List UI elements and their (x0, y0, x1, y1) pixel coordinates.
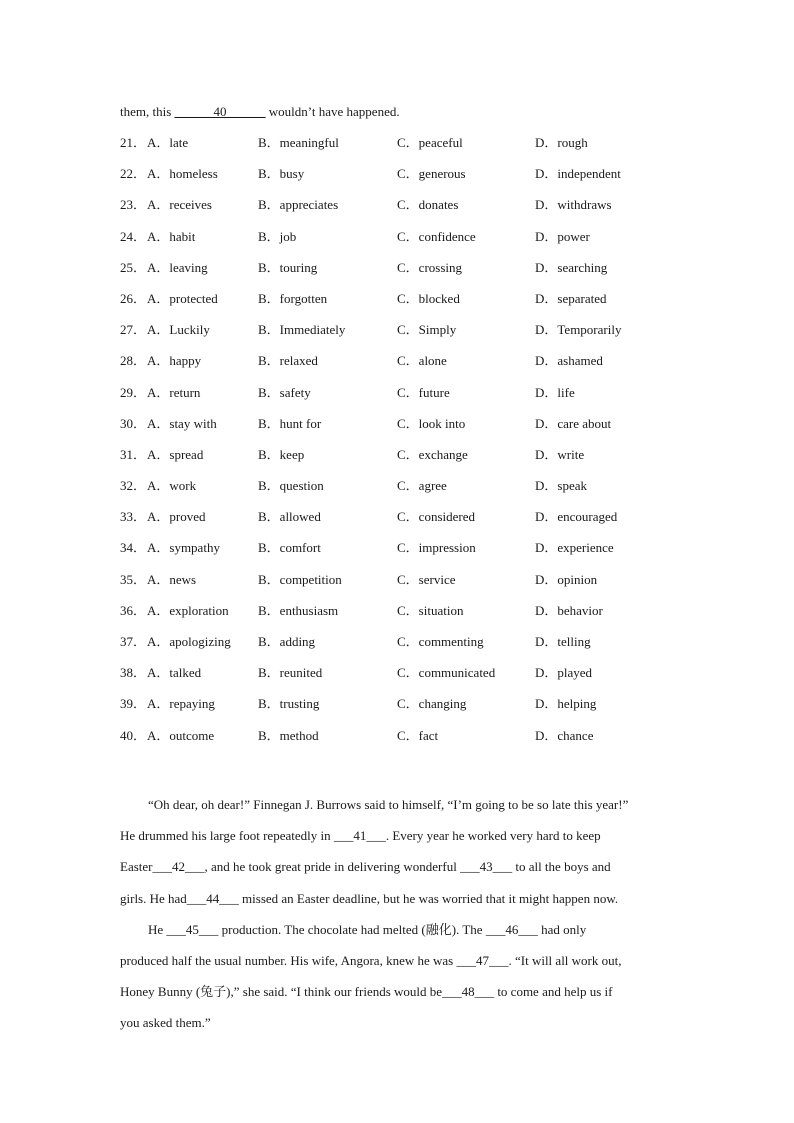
option-a: A．exploration (147, 602, 229, 618)
question-number: 40． (120, 727, 147, 743)
question-number: 36． (120, 602, 147, 618)
intro-text-after: wouldn’t have happened. (265, 104, 400, 119)
option-c: C．look into (397, 415, 466, 431)
passage-text: you asked them.” (120, 1015, 211, 1031)
passage-text: Honey Bunny (兔子),” she said. “I think our friends would be (120, 984, 443, 1000)
option-a: A．receives (147, 197, 212, 213)
option-d: D．Temporarily (535, 322, 622, 338)
option-b: B．comfort (258, 540, 321, 556)
option-b: B．relaxed (258, 353, 318, 369)
question-number: 26． (120, 290, 147, 306)
option-d: D．searching (535, 259, 608, 275)
question-number: 35． (120, 571, 147, 587)
option-c: C．commenting (397, 634, 484, 649)
passage-text: He drummed his large foot repeatedly in (120, 828, 334, 844)
option-a: A．news (147, 571, 197, 587)
passage-line (120, 914, 680, 945)
option-c: C．communicated (397, 665, 496, 681)
option-d: D．separated (535, 290, 607, 306)
blank-40: ______40______ (174, 104, 266, 119)
option-c: C．donates (397, 197, 459, 213)
option-a: A．outcome (147, 727, 215, 743)
question-row (120, 352, 680, 383)
passage-text: . Every year he worked very hard to keep (385, 828, 601, 844)
question-row (120, 508, 680, 539)
option-a: A．protected (147, 290, 218, 306)
passage-text: to come and help us if (494, 984, 613, 1000)
option-b: B．touring (258, 259, 318, 275)
question-row (120, 134, 680, 165)
blank-41: ___41___ (333, 828, 386, 844)
blank-43: ___43___ (460, 859, 513, 875)
passage-line (120, 789, 680, 820)
question-number: 22． (120, 166, 147, 182)
option-c: C．Simply (397, 322, 457, 338)
blank-44: ___44___ (186, 890, 239, 906)
question-row (120, 727, 680, 758)
option-b: B．forgotten (258, 290, 328, 306)
option-a: A．sympathy (147, 540, 220, 556)
passage-text: had only (537, 921, 587, 937)
option-a: A．talked (147, 665, 202, 681)
option-a: A．homeless (147, 166, 218, 182)
question-number: 29． (120, 384, 147, 400)
option-c: C．alone (397, 353, 447, 369)
passage-text: , and he took great pride in delivering wonderful (204, 859, 461, 875)
option-d: D．write (535, 446, 585, 462)
question-number: 23． (120, 197, 147, 213)
option-a: A．stay with (147, 415, 217, 431)
blank-47: ___47___ (456, 953, 509, 969)
question-row (120, 539, 680, 570)
question-row (120, 664, 680, 695)
option-a: A．work (147, 478, 197, 494)
question-number: 28． (120, 353, 147, 369)
option-d: D．chance (535, 727, 594, 743)
option-a: A．return (147, 384, 201, 400)
passage-text: to all the boys and (512, 859, 611, 875)
blank-42: ___42___ (152, 859, 205, 875)
passage-line (120, 883, 680, 914)
question-row (120, 290, 680, 321)
option-d: D．played (535, 665, 593, 681)
option-b: B．job (258, 228, 297, 244)
option-b: B．reunited (258, 665, 323, 681)
option-d: D．helping (535, 696, 597, 712)
passage-line (120, 851, 680, 882)
question-number: 30． (120, 415, 147, 431)
intro-line (120, 103, 400, 121)
option-b: B．adding (258, 634, 316, 649)
option-a: A．Luckily (147, 322, 210, 338)
option-c: C．changing (397, 696, 467, 712)
option-b: B．trusting (258, 696, 320, 712)
option-d: D．independent (535, 166, 621, 182)
option-c: C．generous (397, 166, 466, 182)
option-d: D．speak (535, 478, 587, 494)
option-d: D．life (535, 384, 575, 400)
option-a: A．habit (147, 228, 196, 244)
option-b: B．enthusiasm (258, 602, 339, 618)
question-row (120, 446, 680, 477)
option-c: C．impression (397, 540, 476, 556)
option-b: B．safety (258, 384, 311, 400)
option-d: D．opinion (535, 571, 598, 587)
question-row (120, 415, 680, 446)
question-row (120, 571, 680, 602)
option-a: A．happy (147, 353, 202, 369)
option-c: C．peaceful (397, 135, 463, 150)
option-a: A．proved (147, 509, 206, 525)
question-number: 33． (120, 509, 147, 525)
option-a: A．apologizing (147, 634, 231, 649)
passage-text: He (148, 921, 167, 937)
option-d: D．ashamed (535, 353, 603, 369)
passage-text: production. The chocolate had melted (融化). The (218, 921, 486, 937)
option-b: B．keep (258, 446, 305, 462)
question-row (120, 196, 680, 227)
option-c: C．confidence (397, 228, 476, 244)
option-a: A．repaying (147, 696, 215, 712)
passage-text: “Oh dear, oh dear!” Finnegan J. Burrows said to himself, “I’m going to be so late this year!” (148, 797, 629, 812)
blank-45: ___45___ (166, 921, 219, 937)
option-b: B．Immediately (258, 322, 346, 338)
passage-text: girls. He had (120, 890, 187, 906)
question-row (120, 259, 680, 290)
option-c: C．situation (397, 602, 464, 618)
passage-line (120, 1007, 680, 1038)
passage-line (120, 976, 680, 1007)
question-row (120, 165, 680, 196)
option-d: D．behavior (535, 602, 603, 618)
option-a: A．late (147, 135, 189, 150)
passage-text: . “It will all work out, (508, 953, 622, 969)
options-list (120, 134, 680, 758)
option-b: B．busy (258, 166, 305, 182)
option-b: B．method (258, 727, 319, 743)
blank-46: ___46___ (485, 921, 538, 937)
intro-text-before: them, this (120, 104, 175, 119)
option-b: B．allowed (258, 509, 321, 525)
option-d: D．experience (535, 540, 614, 556)
question-row (120, 633, 680, 664)
question-row (120, 602, 680, 633)
question-number: 37． (120, 634, 147, 649)
passage-line (120, 945, 680, 976)
option-c: C．blocked (397, 290, 460, 306)
question-number: 24． (120, 228, 147, 244)
option-c: C．fact (397, 727, 439, 743)
option-d: D．power (535, 228, 590, 244)
option-d: D．withdraws (535, 197, 612, 213)
question-number: 34． (120, 540, 147, 556)
passage-text: missed an Easter deadline, but he was worried that it might happen now. (238, 890, 619, 906)
option-c: C．agree (397, 478, 447, 494)
option-c: C．service (397, 571, 456, 587)
passage-line (120, 820, 680, 851)
passage-text: Easter (120, 859, 153, 875)
option-c: C．considered (397, 509, 475, 525)
question-row (120, 477, 680, 508)
option-b: B．question (258, 478, 324, 494)
option-d: D．telling (535, 634, 591, 649)
passage-text: produced half the usual number. His wife, Angora, knew he was (120, 953, 457, 969)
passage (120, 789, 680, 1039)
option-d: D．rough (535, 135, 588, 150)
option-b: B．appreciates (258, 197, 339, 213)
question-row (120, 321, 680, 352)
option-d: D．care about (535, 415, 612, 431)
option-b: B．hunt for (258, 415, 322, 431)
question-number: 39． (120, 696, 147, 712)
question-row (120, 384, 680, 415)
option-b: B．meaningful (258, 135, 339, 150)
blank-48: ___48___ (442, 984, 495, 1000)
option-d: D．encouraged (535, 509, 618, 525)
option-c: C．crossing (397, 259, 463, 275)
question-number: 31． (120, 446, 147, 462)
option-c: C．future (397, 384, 450, 400)
question-number: 21． (120, 135, 147, 150)
option-a: A．spread (147, 446, 204, 462)
question-number: 32． (120, 478, 147, 494)
question-number: 27． (120, 322, 147, 338)
option-c: C．exchange (397, 446, 468, 462)
question-number: 38． (120, 665, 147, 681)
question-number: 25． (120, 259, 147, 275)
option-b: B．competition (258, 571, 342, 587)
option-a: A．leaving (147, 259, 208, 275)
question-row (120, 695, 680, 726)
question-row (120, 228, 680, 259)
